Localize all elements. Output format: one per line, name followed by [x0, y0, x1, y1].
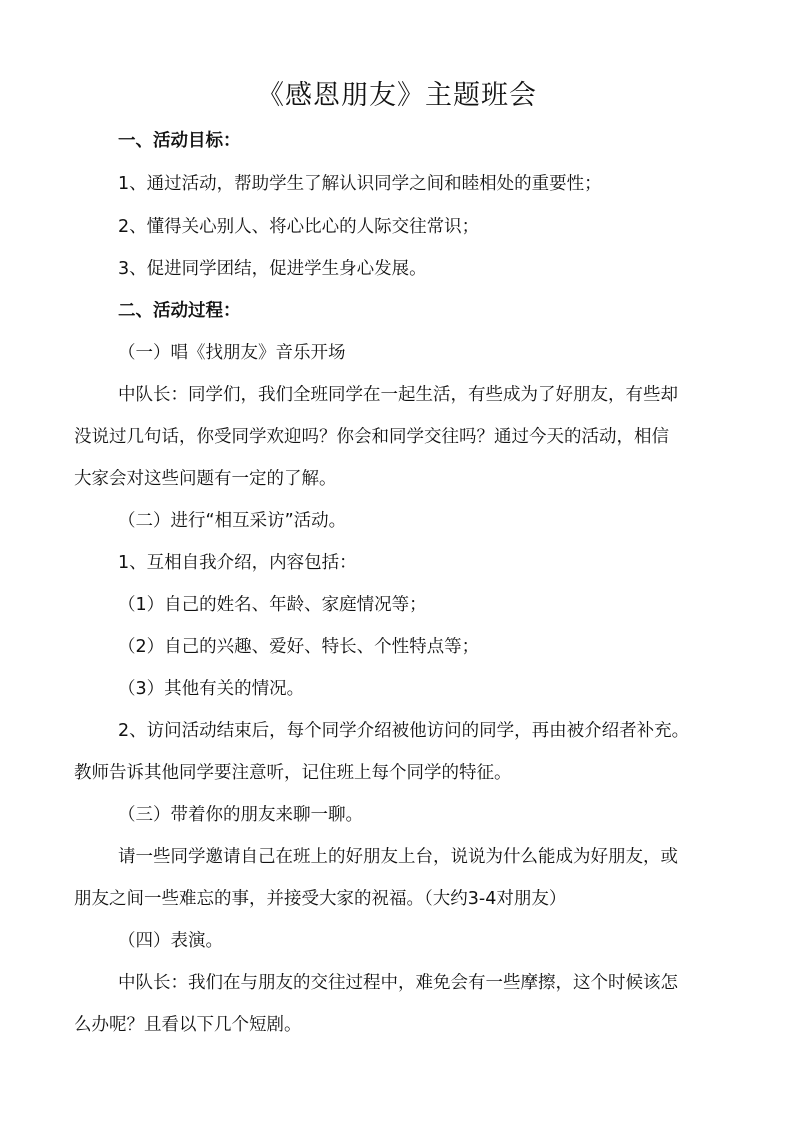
section-heading-goals: 一、活动目标： — [118, 131, 241, 151]
list-item: （3）其他有关的情况。 — [118, 679, 305, 699]
paragraph-line: 朋友之间一些难忘的事，并接受大家的祝福。（大约3-4对朋友） — [74, 889, 567, 909]
list-item: （1）自己的姓名、年龄、家庭情况等； — [118, 595, 427, 615]
paragraph-line: 大家会对这些问题有一定的了解。 — [74, 469, 337, 489]
goal-item-2: 2、懂得关心别人、将心比心的人际交往常识； — [118, 217, 480, 237]
paragraph-line: 没说过几句话，你受同学欢迎吗？你会和同学交往吗？通过今天的活动，相信 — [74, 427, 669, 447]
section-heading-process: 二、活动过程： — [118, 301, 241, 321]
paragraph-line: 么办呢？且看以下几个短剧。 — [74, 1015, 302, 1035]
page-title: 《感恩朋友》主题班会 — [257, 80, 537, 111]
paragraph-line: 教师告诉其他同学要注意听，记住班上每个同学的特征。 — [74, 763, 512, 783]
paragraph-line: 请一些同学邀请自己在班上的好朋友上台，说说为什么能成为好朋友，或 — [118, 847, 678, 867]
paragraph-line: 2、访问活动结束后，每个同学介绍被他访问的同学，再由被介绍者补充。 — [118, 721, 690, 741]
paragraph-line: 中队长：我们在与朋友的交往过程中，难免会有一些摩擦，这个时候该怎 — [118, 973, 678, 993]
step-heading-3: （三）带着你的朋友来聊一聊。 — [118, 805, 363, 825]
step-heading-4: （四）表演。 — [118, 931, 223, 951]
goal-item-1: 1、通过活动，帮助学生了解认识同学之间和睦相处的重要性； — [118, 174, 602, 194]
goal-item-3: 3、促进同学团结，促进学生身心发展。 — [118, 259, 427, 279]
step-heading-1: （一）唱《找朋友》音乐开场 — [118, 343, 346, 363]
paragraph-line: 中队长：同学们，我们全班同学在一起生活，有些成为了好朋友，有些却 — [118, 385, 678, 405]
list-item: （2）自己的兴趣、爱好、特长、个性特点等； — [118, 637, 480, 657]
paragraph-line: 1、互相自我介绍，内容包括： — [118, 553, 357, 573]
step-heading-2: （二）进行“相互采访”活动。 — [118, 511, 347, 531]
